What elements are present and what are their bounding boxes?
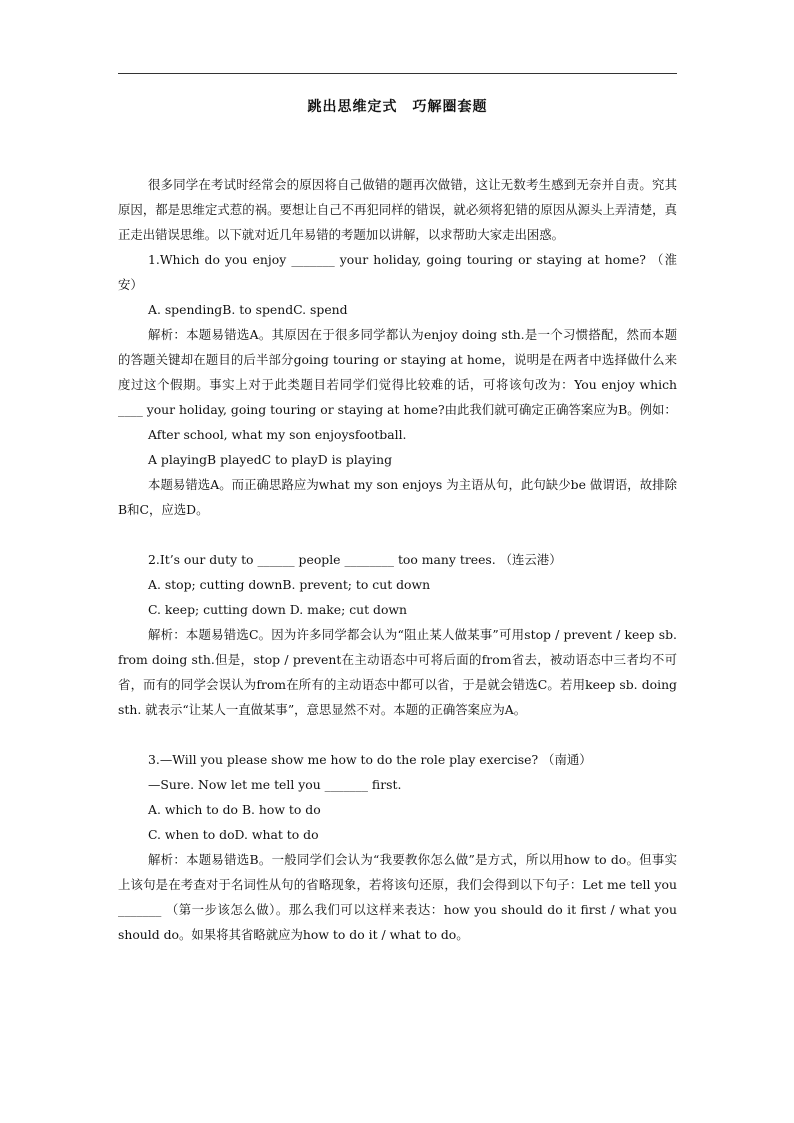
spacer <box>118 522 677 547</box>
q1-example: After school, what my son enjoysfootball. <box>148 427 407 442</box>
spacer <box>118 722 677 747</box>
q1-question: 1.Which do you enjoy _______ your holiday, going touring or staying at home? （淮安） <box>118 252 677 292</box>
q3-reply: —Sure. Now let me tell you _______ first. <box>148 777 402 792</box>
q1-options: A. spendingB. to spendC. spend <box>148 302 348 317</box>
q2-options-line-2: C. keep; cutting down D. make; cut down <box>148 602 408 617</box>
q3-analysis: 解析：本题易错选B。一般同学们会认为“我要教你怎么做”是方式，所以用how to do。但事实上该句是在考查对于名词性从句的省略现象，若将该句还原，我们会得到以下句子：Let me tell you _______ （第一步该怎么做）。那么我们可以这样来表达：how you should do it first / what you should do。如果将其省略就应为how to do it / what to do。 <box>118 852 677 942</box>
q1-example-analysis: 本题易错选A。而正确思路应为what my son enjoys 为主语从句，此句缺少be 做谓语，故排除B和C，应选D。 <box>118 477 677 517</box>
q3-options-line-1: A. which to do B. how to do <box>148 802 321 817</box>
q2-question: 2.It’s our duty to ______ people ________ too many trees. （连云港） <box>148 552 562 567</box>
q3-question: 3.—Will you please show me how to do the role play exercise? （南通） <box>148 752 592 767</box>
q2-options-line-1: A. stop; cutting downB. prevent; to cut down <box>148 577 431 592</box>
q3-options-line-2: C. when to doD. what to do <box>148 827 319 842</box>
page-title: 跳出思维定式 巧解圈套题 <box>307 99 488 115</box>
document-body <box>118 172 677 947</box>
q2-analysis: 解析：本题易错选C。因为许多同学都会认为“阻止某人做某事”可用stop / prevent / keep sb. from doing sth.但是，stop / prevent在主动语态中可将后面的from省去，被动语态中三者均不可省，而有的同学会误认为from在所有的主动语态中都可以省，于是就会错选C。若用keep sb. doing sth. 就表示“让某人一直做某事”，意思显然不对。本题的正确答案应为A。 <box>118 627 677 717</box>
q1-analysis: 解析：本题易错选A。其原因在于很多同学都认为enjoy doing sth.是一个习惯搭配，然而本题的答题关键却在题目的后半部分going touring or staying at home，说明是在两者中选择做什么来度过这个假期。事实上对于此类题目若同学们觉得比较难的话，可将该句改为：You enjoy which ____ your holiday, going touring or staying at home?由此我们就可确定正确答案应为B。例如： <box>118 327 677 417</box>
header-rule <box>118 73 677 74</box>
q1-example-options: A playingB playedC to playD is playing <box>148 452 393 467</box>
intro-paragraph: 很多同学在考试时经常会的原因将自己做错的题再次做错，这让无数考生感到无奈并自责。究其原因，都是思维定式惹的祸。要想让自己不再犯同样的错误，就必须将犯错的原因从源头上弄清楚，真正走出错误思维。以下就对近几年易错的考题加以讲解，以求帮助大家走出困惑。 <box>118 177 677 242</box>
